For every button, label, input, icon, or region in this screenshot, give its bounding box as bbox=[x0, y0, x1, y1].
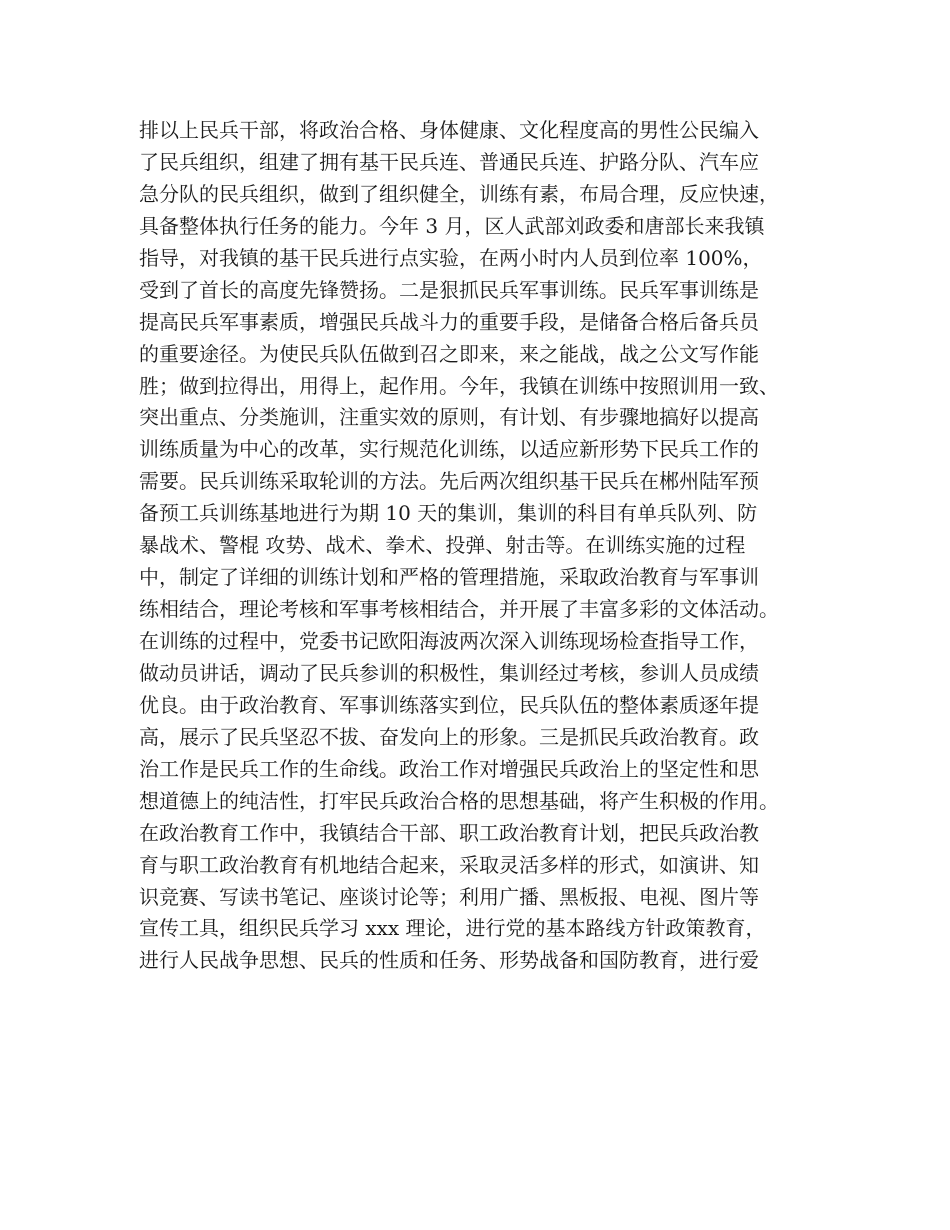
text-line: 指导，对我镇的基干民兵进行点实验，在两小时内人员到位率 100%， bbox=[139, 245, 763, 270]
text-line: 优良。由于政治教育、军事训练落实到位，民兵队伍的整体素质逐年提 bbox=[139, 692, 759, 717]
text-line: 识竞赛、写读书笔记、座谈讨论等；利用广播、黑板报、电视、图片等 bbox=[139, 884, 759, 909]
text-line: 受到了首长的高度先锋赞扬。二是狠抓民兵军事训练。民兵军事训练是 bbox=[139, 277, 759, 302]
text-line: 练相结合，理论考核和军事考核相结合，并开展了丰富多彩的文体活动。 bbox=[139, 597, 779, 622]
text-line: 排以上民兵干部，将政治合格、身体健康、文化程度高的男性公民编入 bbox=[139, 118, 759, 142]
text-line: 突出重点、分类施训，注重实效的原则，有计划、有步骤地搞好以提高 bbox=[139, 405, 759, 430]
text-line: 在训练的过程中，党委书记欧阳海波两次深入训练现场检查指导工作， bbox=[139, 629, 759, 653]
text-line: 了民兵组织，组建了拥有基干民兵连、普通民兵连、护路分队、汽车应 bbox=[139, 149, 759, 174]
body-text bbox=[139, 115, 829, 977]
text-line: 治工作是民兵工作的生命线。政治工作对增强民兵政治上的坚定性和思 bbox=[139, 756, 759, 781]
text-line: 在政治教育工作中，我镇结合干部、职工政治教育计划，把民兵政治教 bbox=[139, 820, 759, 845]
text-line: 想道德上的纯洁性，打牢民兵政治合格的思想基础，将产生积极的作用。 bbox=[139, 788, 779, 813]
text-line: 提高民兵军事素质，增强民兵战斗力的重要手段，是储备合格后备兵员 bbox=[139, 309, 759, 334]
text-line: 胜；做到拉得出，用得上，起作用。今年，我镇在训练中按照训用一致、 bbox=[139, 373, 779, 398]
text-line: 需要。民兵训练采取轮训的方法。先后两次组织基干民兵在郴州陆军预 bbox=[139, 469, 759, 494]
text-line: 具备整体执行任务的能力。今年 3 月，区人武部刘政委和唐部长来我镇 bbox=[139, 213, 765, 238]
text-line: 暴战术、警棍 攻势、战术、拳术、投弹、射击等。在训练实施的过程 bbox=[139, 533, 746, 558]
text-line: 训练质量为中心的改革，实行规范化训练，以适应新形势下民兵工作的 bbox=[139, 437, 759, 462]
text-line: 高，展示了民兵坚忍不拔、奋发向上的形象。三是抓民兵政治教育。政 bbox=[139, 724, 759, 749]
text-line: 备预工兵训练基地进行为期 10 天的集训，集训的科目有单兵队列、防 bbox=[139, 501, 758, 526]
text-line: 中，制定了详细的训练计划和严格的管理措施，采取政治教育与军事训 bbox=[139, 565, 759, 590]
text-line: 育与职工政治教育有机地结合起来，采取灵活多样的形式，如演讲、知 bbox=[139, 852, 759, 877]
text-line: 宣传工具，组织民兵学习 xxx 理论，进行党的基本路线方针政策教育， bbox=[139, 916, 766, 941]
text-line: 进行人民战争思想、民兵的性质和任务、形势战备和国防教育，进行爱 bbox=[139, 948, 759, 973]
text-line: 做动员讲话，调动了民兵参训的积极性，集训经过考核，参训人员成绩 bbox=[139, 660, 759, 685]
text-line: 的重要途径。为使民兵队伍做到召之即来，来之能战，战之公文写作能 bbox=[139, 341, 759, 366]
text-line: 急分队的民兵组织，做到了组织健全，训练有素，布局合理，反应快速， bbox=[139, 181, 779, 206]
